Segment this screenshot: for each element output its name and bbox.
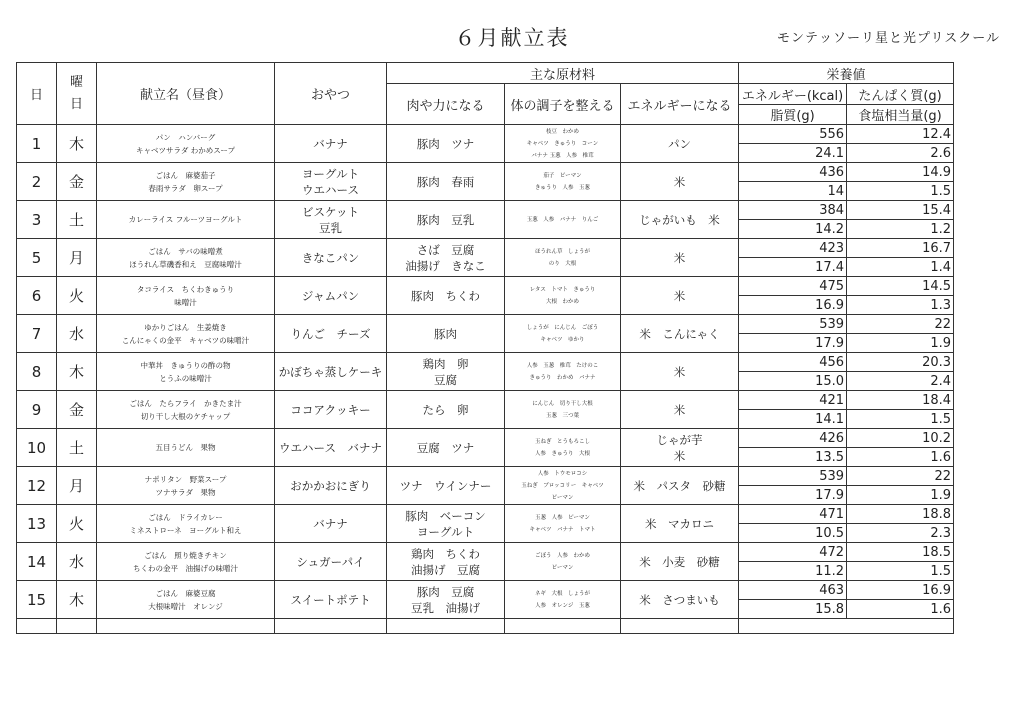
veg-cell xyxy=(505,391,621,429)
snack-cell xyxy=(275,505,387,543)
veg-cell-line: 茄子 ピーマン xyxy=(543,172,582,179)
table-row xyxy=(17,467,954,486)
header-ing-col1: 肉や力になる xyxy=(387,84,505,125)
veg-cell xyxy=(505,277,621,315)
day-cell: 2 xyxy=(17,163,57,201)
menu-cell xyxy=(97,429,275,467)
table-row xyxy=(17,239,954,258)
energy-src-cell-line: パン xyxy=(668,136,691,151)
salt-value: 1.5 xyxy=(847,182,954,201)
snack-cell-line: ビスケット xyxy=(302,204,359,219)
snack-cell xyxy=(275,239,387,277)
snack-cell-line: きなこパン xyxy=(301,250,360,265)
energy-src-cell xyxy=(621,163,739,201)
snack-cell-line: ヨーグルト xyxy=(301,166,360,181)
menu-cell xyxy=(97,239,275,277)
energy-src-cell-line: 米 xyxy=(673,174,686,189)
blank-cell xyxy=(387,619,505,634)
meat-cell-line: 豆腐 ツナ xyxy=(416,440,475,455)
menu-cell-line: タコライス ちくわきゅうり xyxy=(136,284,235,294)
meat-cell xyxy=(387,505,505,543)
meat-cell xyxy=(387,429,505,467)
energy-src-cell xyxy=(621,391,739,429)
meat-cell-line: 油揚げ きなこ xyxy=(405,258,486,273)
day-cell: 1 xyxy=(17,125,57,163)
salt-value: 1.5 xyxy=(847,562,954,581)
table-row xyxy=(17,353,954,372)
table-row xyxy=(17,505,954,524)
menu-cell-line: ミネストローネ ヨーグルト和え xyxy=(129,525,242,535)
meat-cell-line: 豆乳 油揚げ xyxy=(411,600,480,615)
menu-cell xyxy=(97,353,275,391)
meat-cell-line: ツナ ウインナー xyxy=(399,478,492,493)
menu-body xyxy=(17,125,954,634)
menu-cell-line: ごはん ドライカレー xyxy=(148,512,223,522)
blank-row xyxy=(17,619,954,634)
menu-cell-line: ツナサラダ 果物 xyxy=(155,487,216,497)
fat-value: 13.5 xyxy=(739,448,847,467)
snack-cell xyxy=(275,353,387,391)
header-protein: たんぱく質(g) xyxy=(847,84,954,105)
veg-cell-line: ごぼう 人参 わかめ xyxy=(534,552,590,559)
veg-cell-line: ピーマン xyxy=(551,564,574,571)
fat-value: 10.5 xyxy=(739,524,847,543)
day-cell: 14 xyxy=(17,543,57,581)
table-row xyxy=(17,581,954,600)
header-ing-col3: エネルギーになる xyxy=(621,84,739,125)
energy-src-cell xyxy=(621,543,739,581)
veg-cell xyxy=(505,239,621,277)
menu-cell xyxy=(97,163,275,201)
blank-cell xyxy=(505,619,621,634)
energy-src-cell-line: 米 マカロニ xyxy=(645,516,714,531)
header-day: 日 xyxy=(17,63,57,125)
menu-cell-line: 味噌汁 xyxy=(174,297,197,307)
energy-src-cell xyxy=(621,239,739,277)
veg-cell-line: きゅうり わかめ バナナ xyxy=(529,374,596,381)
meat-cell-line: 豚肉 豆腐 xyxy=(416,584,475,599)
kcal-value: 421 xyxy=(739,391,847,410)
snack-cell-line: おかかおにぎり xyxy=(290,478,371,493)
weekday-cell: 金 xyxy=(57,163,97,201)
fat-value: 17.9 xyxy=(739,486,847,505)
energy-src-cell-line: 米 xyxy=(673,250,686,265)
table-row xyxy=(17,277,954,296)
header-salt: 食塩相当量(g) xyxy=(847,105,954,125)
meat-cell-line: ヨーグルト xyxy=(416,524,475,539)
salt-value: 2.3 xyxy=(847,524,954,543)
fat-value: 15.8 xyxy=(739,600,847,619)
meat-cell xyxy=(387,201,505,239)
school-name: モンテッソーリ星と光プリスクール xyxy=(777,31,1000,46)
energy-src-cell xyxy=(621,125,739,163)
meat-cell-line: 鶏肉 ちくわ xyxy=(411,546,480,561)
menu-cell xyxy=(97,125,275,163)
table-row xyxy=(17,163,954,182)
menu-cell-line: 五目うどん 果物 xyxy=(155,443,216,452)
fat-value: 15.0 xyxy=(739,372,847,391)
weekday-cell: 水 xyxy=(57,543,97,581)
veg-cell-line: キャベツ バナナ トマト xyxy=(529,526,596,533)
meat-cell-line: 豚肉 xyxy=(434,326,457,341)
weekday-cell: 土 xyxy=(57,429,97,467)
veg-cell xyxy=(505,315,621,353)
table-row xyxy=(17,315,954,334)
menu-cell-line: パン ハンバーグ xyxy=(155,132,216,142)
day-cell: 9 xyxy=(17,391,57,429)
veg-cell-line: 玉葱 人参 ピーマン xyxy=(535,514,590,521)
weekday-cell: 火 xyxy=(57,277,97,315)
energy-src-cell-line: 米 パスタ 砂糖 xyxy=(633,478,726,493)
meat-cell xyxy=(387,125,505,163)
veg-cell xyxy=(505,125,621,163)
day-cell: 3 xyxy=(17,201,57,239)
menu-cell xyxy=(97,505,275,543)
table-row xyxy=(17,125,954,144)
meat-cell xyxy=(387,315,505,353)
veg-cell-line: ネギ 大根 しょうが xyxy=(534,590,590,597)
fat-value: 17.4 xyxy=(739,258,847,277)
kcal-value: 426 xyxy=(739,429,847,448)
veg-cell xyxy=(505,353,621,391)
energy-src-cell-line: 米 こんにゃく xyxy=(639,326,720,341)
meat-cell-line: 豚肉 豆乳 xyxy=(416,212,475,227)
veg-cell xyxy=(505,201,621,239)
veg-cell-line: ピーマン xyxy=(551,494,574,501)
protein-value: 12.4 xyxy=(847,125,954,144)
snack-cell-line: ウエハース xyxy=(302,182,359,197)
protein-value: 16.9 xyxy=(847,581,954,600)
fat-value: 14.1 xyxy=(739,410,847,429)
energy-src-cell xyxy=(621,581,739,619)
fat-value: 14.2 xyxy=(739,220,847,239)
snack-cell xyxy=(275,125,387,163)
day-cell: 8 xyxy=(17,353,57,391)
menu-cell-line: ほうれん草磯香和え 豆腐味噌汁 xyxy=(129,259,242,269)
fat-value: 11.2 xyxy=(739,562,847,581)
protein-value: 22 xyxy=(847,467,954,486)
veg-cell-line: 人参 玉葱 椎茸 たけのこ xyxy=(526,362,599,369)
day-cell: 5 xyxy=(17,239,57,277)
kcal-value: 436 xyxy=(739,163,847,182)
protein-value: 14.5 xyxy=(847,277,954,296)
energy-src-cell-line: 米 小麦 砂糖 xyxy=(639,554,720,569)
fat-value: 24.1 xyxy=(739,144,847,163)
snack-cell xyxy=(275,201,387,239)
energy-src-cell-line: じゃが芋 xyxy=(656,432,703,447)
veg-cell-line: キャベツ きゅうり コーン xyxy=(526,140,599,147)
meat-cell-line: 豚肉 ベーコン xyxy=(405,508,486,523)
menu-cell-line: 中華丼 きゅうりの酢の物 xyxy=(140,360,231,370)
meat-cell xyxy=(387,543,505,581)
snack-cell xyxy=(275,277,387,315)
menu-cell-line: ごはん 麻婆茄子 xyxy=(155,170,216,180)
veg-cell-line: バナナ 玉葱 人参 椎茸 xyxy=(531,152,594,159)
day-cell: 15 xyxy=(17,581,57,619)
menu-cell xyxy=(97,315,275,353)
meat-cell xyxy=(387,163,505,201)
snack-cell xyxy=(275,315,387,353)
salt-value: 1.9 xyxy=(847,334,954,353)
day-cell: 6 xyxy=(17,277,57,315)
snack-cell-line: スイートポテト xyxy=(290,592,371,607)
menu-cell-line: カレーライス フルーツヨーグルト xyxy=(128,215,243,224)
blank-cell xyxy=(57,619,97,634)
menu-cell-line: 春雨サラダ 卵スープ xyxy=(148,183,223,193)
protein-value: 20.3 xyxy=(847,353,954,372)
header-weekday: 曜日 xyxy=(57,63,97,125)
menu-cell-line: こんにゃくの金平 キャベツの味噌汁 xyxy=(121,335,250,345)
veg-cell-line: ほうれん草 しょうが xyxy=(534,248,590,255)
blank-cell xyxy=(17,619,57,634)
energy-src-cell-line: じゃがいも 米 xyxy=(639,212,720,227)
weekday-cell: 水 xyxy=(57,315,97,353)
protein-value: 22 xyxy=(847,315,954,334)
weekday-cell: 月 xyxy=(57,467,97,505)
veg-cell-line: 人参 オレンジ 玉葱 xyxy=(535,602,590,609)
meat-cell xyxy=(387,239,505,277)
veg-cell-line: 大根 わかめ xyxy=(545,298,579,305)
salt-value: 1.6 xyxy=(847,448,954,467)
snack-cell-line: 豆乳 xyxy=(319,220,342,235)
header-nutrition: 栄養値 xyxy=(739,63,954,84)
weekday-cell: 木 xyxy=(57,353,97,391)
energy-src-cell-line: 米 xyxy=(673,288,686,303)
kcal-value: 556 xyxy=(739,125,847,144)
meat-cell xyxy=(387,353,505,391)
kcal-value: 475 xyxy=(739,277,847,296)
salt-value: 1.9 xyxy=(847,486,954,505)
meat-cell xyxy=(387,391,505,429)
day-cell: 12 xyxy=(17,467,57,505)
veg-cell-line: 人参 きゅうり 大根 xyxy=(534,450,590,457)
protein-value: 18.5 xyxy=(847,543,954,562)
header-ingredients: 主な原材料 xyxy=(387,63,739,84)
veg-cell-line: 玉葱 人参 バナナ りんご xyxy=(526,216,599,223)
snack-cell-line: バナナ xyxy=(313,516,348,531)
menu-cell-line: ごはん 照り焼きチキン xyxy=(144,550,227,560)
meat-cell xyxy=(387,467,505,505)
salt-value: 2.4 xyxy=(847,372,954,391)
snack-cell-line: ココアクッキー xyxy=(290,402,371,417)
snack-cell-line: りんご チーズ xyxy=(290,326,371,341)
menu-cell xyxy=(97,277,275,315)
energy-src-cell xyxy=(621,315,739,353)
header-energy: エネルギー(kcal) xyxy=(739,84,847,105)
menu-cell xyxy=(97,391,275,429)
kcal-value: 471 xyxy=(739,505,847,524)
protein-value: 14.9 xyxy=(847,163,954,182)
menu-cell-line: ごはん 麻婆豆腐 xyxy=(155,588,216,598)
snack-cell xyxy=(275,163,387,201)
salt-value: 1.2 xyxy=(847,220,954,239)
menu-cell xyxy=(97,467,275,505)
energy-src-cell xyxy=(621,201,739,239)
menu-cell xyxy=(97,201,275,239)
veg-cell-line: にんじん 切り干し大根 xyxy=(532,400,593,407)
table-row xyxy=(17,429,954,448)
energy-src-cell-line: 米 xyxy=(673,364,686,379)
veg-cell-line: しょうが にんじん ごぼう xyxy=(526,324,599,331)
blank-cell xyxy=(621,619,739,634)
veg-cell-line: 玉ねぎ とうもろこし xyxy=(534,438,590,445)
menu-cell-line: ゆかりごはん 生姜焼き xyxy=(144,322,227,332)
weekday-cell: 火 xyxy=(57,505,97,543)
snack-cell-line: シュガーパイ xyxy=(296,554,365,569)
veg-cell-line: 玉ねぎ ブロッコリー キャベツ xyxy=(521,482,604,489)
veg-cell-line: 玉葱 三つ葉 xyxy=(545,412,579,419)
veg-cell xyxy=(505,543,621,581)
veg-cell-line: キャベツ ゆかり xyxy=(540,336,585,343)
energy-src-cell-line: 米 さつまいも xyxy=(639,592,720,607)
table-row xyxy=(17,543,954,562)
weekday-cell: 土 xyxy=(57,201,97,239)
menu-cell-line: 大根味噌汁 オレンジ xyxy=(148,601,223,611)
table-row xyxy=(17,201,954,220)
menu-cell-line: ごはん サバの味噌煮 xyxy=(148,246,223,256)
menu-cell xyxy=(97,581,275,619)
meat-cell-line: 鶏肉 卵 xyxy=(422,356,469,371)
salt-value: 1.5 xyxy=(847,410,954,429)
protein-value: 10.2 xyxy=(847,429,954,448)
snack-cell-line: ウエハース バナナ xyxy=(279,440,382,455)
salt-value: 1.4 xyxy=(847,258,954,277)
veg-cell xyxy=(505,429,621,467)
veg-cell-line: レタス トマト きゅうり xyxy=(529,286,596,293)
meat-cell xyxy=(387,277,505,315)
veg-cell-line: きゅうり 人参 玉葱 xyxy=(534,184,590,191)
day-cell: 10 xyxy=(17,429,57,467)
menu-cell-line: ちくわの金平 油揚げの味噌汁 xyxy=(133,563,238,573)
veg-cell xyxy=(505,581,621,619)
meat-cell-line: たら 卵 xyxy=(422,402,469,417)
weekday-cell: 木 xyxy=(57,125,97,163)
salt-value: 1.3 xyxy=(847,296,954,315)
menu-table xyxy=(16,62,954,634)
menu-cell-line: ごはん たらフライ かきたま汁 xyxy=(129,398,242,408)
fat-value: 14 xyxy=(739,182,847,201)
table-row xyxy=(17,391,954,410)
meat-cell-line: 豚肉 ちくわ xyxy=(411,288,480,303)
meat-cell-line: 豚肉 ツナ xyxy=(416,136,475,151)
header-fat: 脂質(g) xyxy=(739,105,847,125)
menu-cell-line: ナポリタン 野菜スープ xyxy=(144,474,227,484)
energy-src-cell xyxy=(621,429,739,467)
header-snack: おやつ xyxy=(275,63,387,125)
weekday-cell: 金 xyxy=(57,391,97,429)
snack-cell-line: バナナ xyxy=(313,136,348,151)
protein-value: 18.8 xyxy=(847,505,954,524)
energy-src-cell xyxy=(621,353,739,391)
salt-value: 1.6 xyxy=(847,600,954,619)
header-ing-col2: 体の調子を整える xyxy=(505,84,621,125)
meat-cell-line: 油揚げ 豆腐 xyxy=(411,562,480,577)
energy-src-cell xyxy=(621,277,739,315)
page-title: ６月献立表 xyxy=(454,26,570,50)
fat-value: 17.9 xyxy=(739,334,847,353)
veg-cell xyxy=(505,163,621,201)
blank-cell xyxy=(275,619,387,634)
kcal-value: 463 xyxy=(739,581,847,600)
meat-cell-line: 豚肉 春雨 xyxy=(416,174,475,189)
veg-cell xyxy=(505,467,621,505)
snack-cell-line: かぼちゃ蒸しケーキ xyxy=(278,364,383,379)
energy-src-cell xyxy=(621,467,739,505)
meat-cell-line: さば 豆腐 xyxy=(416,242,475,257)
kcal-value: 539 xyxy=(739,467,847,486)
veg-cell-line: 枝豆 わかめ xyxy=(545,128,579,135)
protein-value: 15.4 xyxy=(847,201,954,220)
energy-src-cell-line: 米 xyxy=(673,402,686,417)
protein-value: 16.7 xyxy=(847,239,954,258)
protein-value: 18.4 xyxy=(847,391,954,410)
veg-cell xyxy=(505,505,621,543)
snack-cell xyxy=(275,467,387,505)
day-cell: 13 xyxy=(17,505,57,543)
menu-cell-line: とうふの味噌汁 xyxy=(159,373,212,383)
menu-cell xyxy=(97,543,275,581)
header-menu: 献立名（昼食） xyxy=(97,63,275,125)
blank-cell xyxy=(739,619,954,634)
snack-cell xyxy=(275,429,387,467)
menu-cell-line: キャベツサラダ わかめスープ xyxy=(135,145,236,155)
veg-cell-line: 人参 トウモロコシ xyxy=(537,470,588,477)
veg-cell-line: のり 大根 xyxy=(548,260,577,267)
energy-src-cell xyxy=(621,505,739,543)
kcal-value: 423 xyxy=(739,239,847,258)
weekday-cell: 月 xyxy=(57,239,97,277)
snack-cell xyxy=(275,543,387,581)
kcal-value: 472 xyxy=(739,543,847,562)
day-cell: 7 xyxy=(17,315,57,353)
meat-cell-line: 豆腐 xyxy=(434,372,457,387)
snack-cell xyxy=(275,581,387,619)
salt-value: 2.6 xyxy=(847,144,954,163)
energy-src-cell-line: 米 xyxy=(673,448,686,463)
blank-cell xyxy=(97,619,275,634)
kcal-value: 539 xyxy=(739,315,847,334)
snack-cell xyxy=(275,391,387,429)
fat-value: 16.9 xyxy=(739,296,847,315)
kcal-value: 384 xyxy=(739,201,847,220)
meat-cell xyxy=(387,581,505,619)
kcal-value: 456 xyxy=(739,353,847,372)
weekday-cell: 木 xyxy=(57,581,97,619)
snack-cell-line: ジャムパン xyxy=(301,288,360,303)
menu-cell-line: 切り干し大根のケチャップ xyxy=(140,411,231,421)
